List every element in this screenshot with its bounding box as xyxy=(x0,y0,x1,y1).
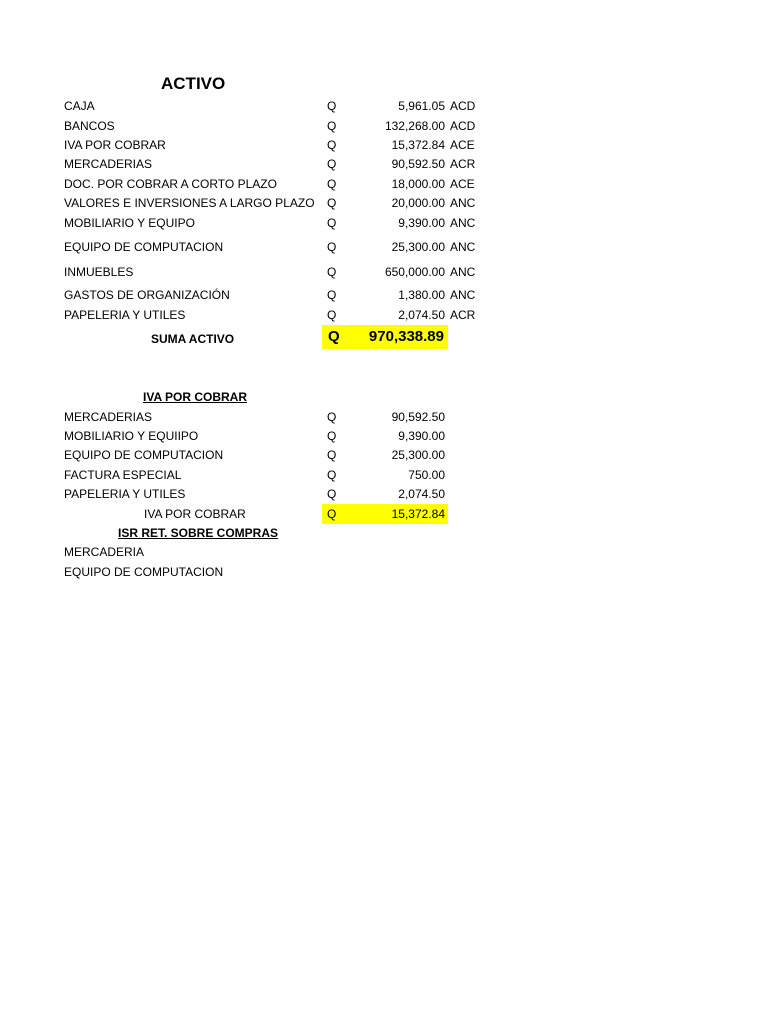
row-name: VALORES E INVERSIONES A LARGO PLAZO xyxy=(64,196,315,210)
row-currency: Q xyxy=(327,448,337,462)
row-amount: 9,390.00 xyxy=(398,216,445,230)
row-name: EQUIPO DE COMPUTACION xyxy=(64,240,224,254)
isr-row-name: EQUIPO DE COMPUTACION xyxy=(64,565,224,579)
row-classification: ACE xyxy=(450,138,475,152)
row-currency: Q xyxy=(327,410,337,424)
row-name: DOC. POR COBRAR A CORTO PLAZO xyxy=(64,177,277,191)
row-classification: ACR xyxy=(450,157,476,171)
row-classification: ANC xyxy=(450,265,476,279)
row-currency: Q xyxy=(327,288,337,302)
row-name: CAJA xyxy=(64,99,95,113)
row-currency: Q xyxy=(327,265,337,279)
row-classification: ANC xyxy=(450,216,476,230)
row-amount: 15,372.84 xyxy=(391,138,445,152)
row-amount: 9,390.00 xyxy=(398,429,445,443)
row-name: MOBILIARIO Y EQUIPO xyxy=(64,216,195,230)
row-currency: Q xyxy=(327,177,337,191)
row-amount: 132,268.00 xyxy=(384,119,445,133)
row-classification: ACD xyxy=(450,119,476,133)
iva-total-currency: Q xyxy=(327,507,337,521)
row-classification: ANC xyxy=(450,196,476,210)
row-currency: Q xyxy=(327,196,337,210)
row-name: MERCADERIAS xyxy=(64,157,153,171)
row-amount: 5,961.05 xyxy=(398,99,445,113)
row-classification: ACR xyxy=(450,308,476,322)
row-amount: 2,074.50 xyxy=(398,308,445,322)
row-amount: 650,000.00 xyxy=(384,265,445,279)
iva-total-amount: 15,372.84 xyxy=(391,507,445,521)
row-amount: 25,300.00 xyxy=(391,240,445,254)
row-name: EQUIPO DE COMPUTACION xyxy=(64,448,224,462)
row-name: IVA POR COBRAR xyxy=(64,138,166,152)
suma-activo-currency: Q xyxy=(328,328,340,345)
row-name: INMUEBLES xyxy=(64,265,134,279)
suma-activo-amount: 970,338.89 xyxy=(368,328,444,345)
row-currency: Q xyxy=(327,468,337,482)
activo-title: ACTIVO xyxy=(161,74,226,93)
row-amount: 90,592.50 xyxy=(391,410,445,424)
iva-total-label: IVA POR COBRAR xyxy=(144,507,246,521)
row-amount: 90,592.50 xyxy=(391,157,445,171)
row-amount: 18,000.00 xyxy=(391,177,445,191)
row-classification: ANC xyxy=(450,288,476,302)
row-name: PAPELERIA Y UTILES xyxy=(64,487,186,501)
row-amount: 750.00 xyxy=(408,468,445,482)
row-amount: 25,300.00 xyxy=(391,448,445,462)
row-name: PAPELERIA Y UTILES xyxy=(64,308,186,322)
row-classification: ACD xyxy=(450,99,476,113)
row-currency: Q xyxy=(327,138,337,152)
row-currency: Q xyxy=(327,240,337,254)
row-name: BANCOS xyxy=(64,119,115,133)
row-name: FACTURA ESPECIAL xyxy=(64,468,182,482)
iva-section-title: IVA POR COBRAR xyxy=(143,390,248,404)
row-amount: 2,074.50 xyxy=(398,487,445,501)
row-currency: Q xyxy=(327,308,337,322)
row-classification: ANC xyxy=(450,240,476,254)
row-currency: Q xyxy=(327,119,337,133)
row-currency: Q xyxy=(327,157,337,171)
row-currency: Q xyxy=(327,429,337,443)
isr-section-title: ISR RET. SOBRE COMPRAS xyxy=(118,526,279,540)
row-amount: 1,380.00 xyxy=(398,288,445,302)
row-name: MERCADERIAS xyxy=(64,410,153,424)
isr-row-name: MERCADERIA xyxy=(64,545,145,559)
row-name: MOBILIARIO Y EQUIIPO xyxy=(64,429,199,443)
row-currency: Q xyxy=(327,216,337,230)
suma-activo-label: SUMA ACTIVO xyxy=(151,332,235,346)
row-name: GASTOS DE ORGANIZACIÓN xyxy=(64,288,230,302)
row-currency: Q xyxy=(327,487,337,501)
row-classification: ACE xyxy=(450,177,475,191)
row-amount: 20,000.00 xyxy=(391,196,445,210)
row-currency: Q xyxy=(327,99,337,113)
